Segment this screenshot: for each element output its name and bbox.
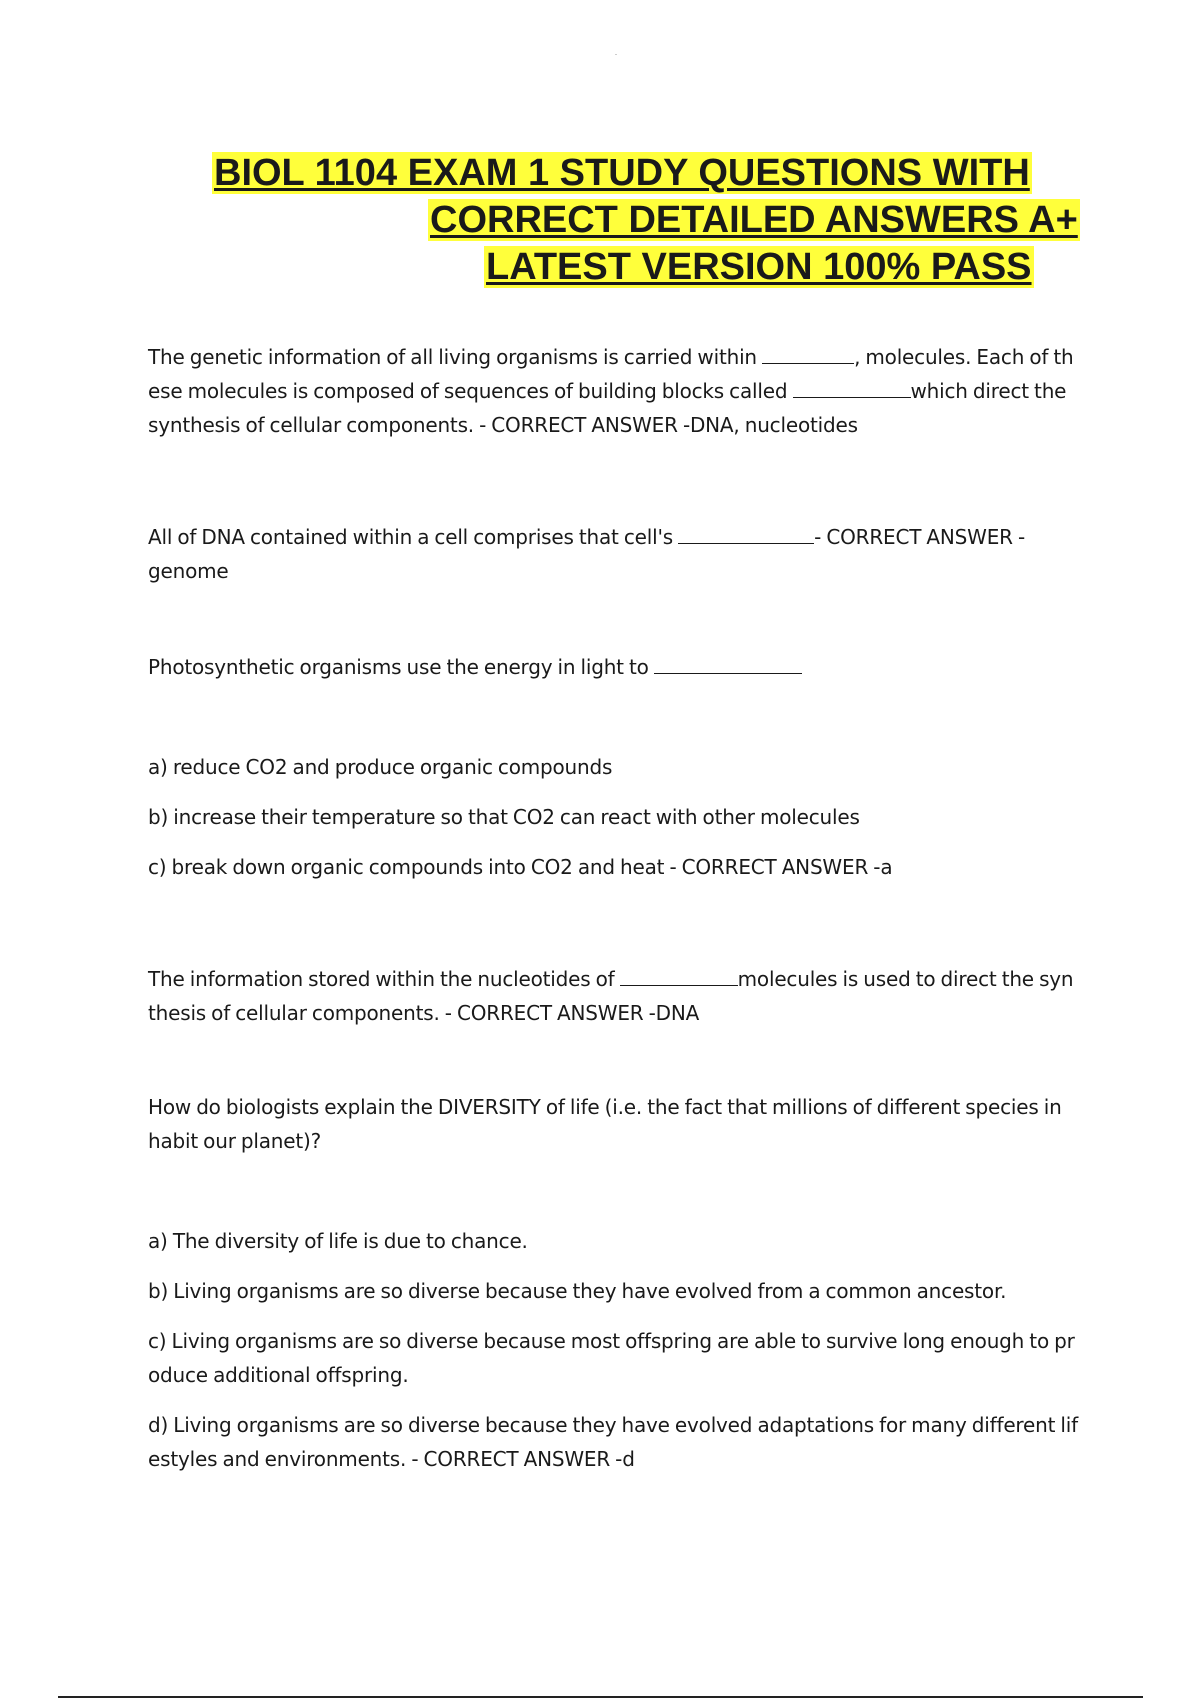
answer-blank [793, 380, 911, 398]
question-5-option-a: a) The diversity of life is due to chance. [148, 1229, 528, 1253]
title-line-2: CORRECT DETAILED ANSWERS A+ [430, 199, 1078, 241]
question-3-option-c: c) break down organic compounds into CO2 and heat - CORRECT ANSWER -a [148, 855, 893, 879]
bottom-divider [58, 1696, 1143, 1698]
title-line-1: BIOL 1104 EXAM 1 STUDY QUESTIONS WITH [214, 152, 1030, 194]
question-3-option-a: a) reduce CO2 and produce organic compounds [148, 755, 613, 779]
title-line-3: LATEST VERSION 100% PASS [486, 246, 1032, 288]
question-2: All of DNA contained within a cell comprises that cell's - CORRECT ANSWER - genome [148, 525, 1026, 583]
answer-blank [654, 656, 802, 674]
questions-body [148, 340, 1090, 1492]
answer-blank [762, 346, 854, 364]
question-5-option-c: c) Living organisms are so diverse because most offspring are able to survive long enough to pr oduce additional offspring. [148, 1329, 1075, 1387]
question-3-stem: Photosynthetic organisms use the energy in light to [148, 650, 1090, 684]
answer-blank [620, 968, 738, 986]
question-5-option-b: b) Living organisms are so diverse because they have evolved from a common ancestor. [148, 1279, 1007, 1303]
question-5-option-d: d) Living organisms are so diverse because they have evolved adaptations for many different lif estyles and environments. - CORRECT ANSWER -d [148, 1413, 1078, 1471]
question-1: The genetic information of all living organisms is carried within , molecules. Each of th ese molecules is composed of sequences of building blocks called which direct the synthesis of cellular components. - CORRECT ANSWER -DNA, nucleotides [148, 345, 1074, 437]
question-4: The information stored within the nucleotides of molecules is used to direct the syn thesis of cellular components. - CORRECT ANSWER -DNA [148, 967, 1074, 1025]
question-3-option-b: b) increase their temperature so that CO2 can react with other molecules [148, 805, 860, 829]
question-5-stem: How do biologists explain the DIVERSITY of life (i.e. the fact that millions of different species in habit our planet)? [148, 1095, 1062, 1153]
answer-blank [678, 526, 814, 544]
scan-speck [615, 54, 617, 55]
